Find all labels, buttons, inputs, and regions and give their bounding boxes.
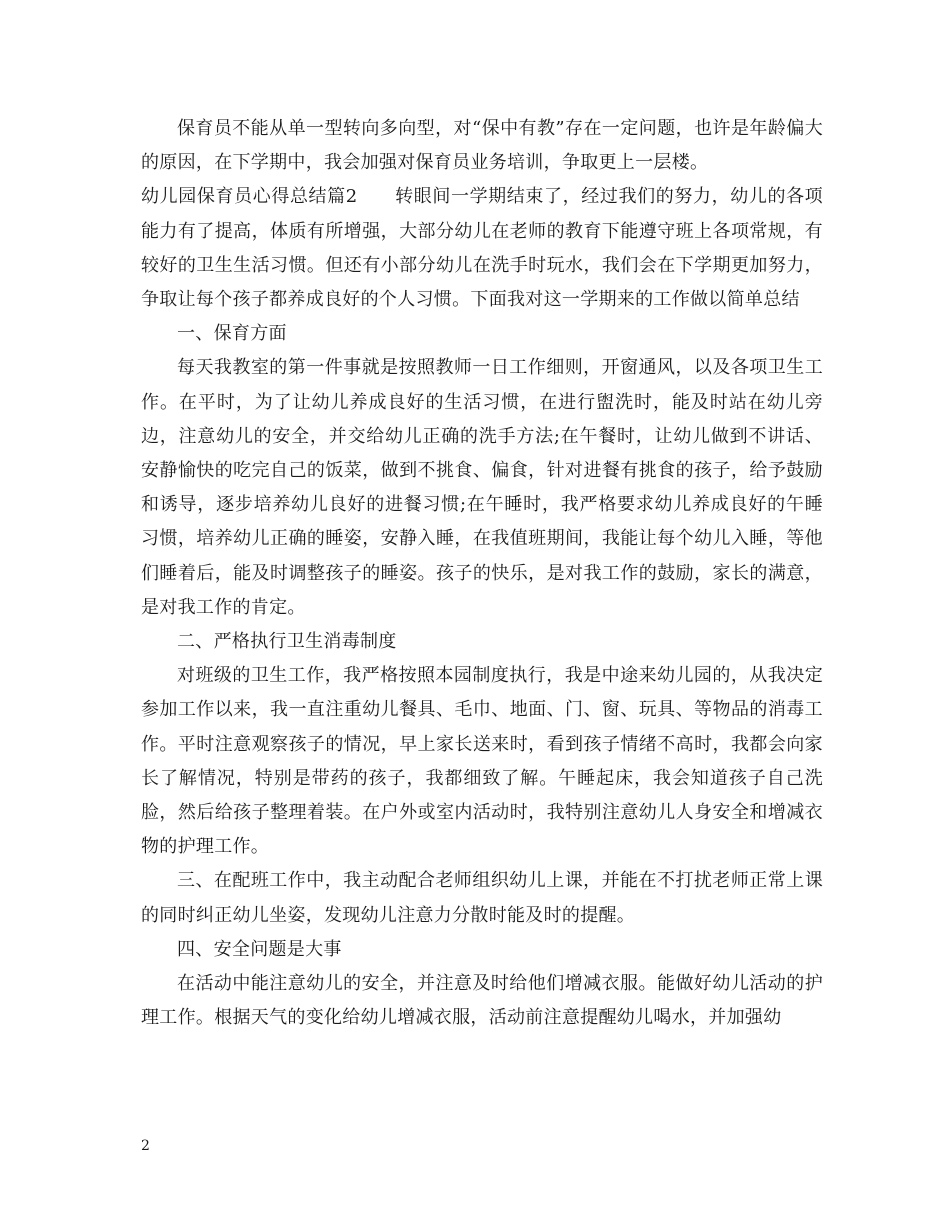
paragraph: 对班级的卫生工作，我严格按照本园制度执行，我是中途来幼儿园的，从我决定参加工作以来，我一直注重幼儿餐具、毛巾、地面、门、窗、玩具、等物品的消毒工作。平时注意观察孩子的情况，早上家长送来时，看到孩子情绪不高时，我都会向家长了解情况，特别是带药的孩子，我都细致了解。午睡起床，我会知道孩子自己洗脸，然后给孩子整理着装。在户外或室内活动时，我特别注意幼儿人身安全和增减衣物的护理工作。 xyxy=(141,665,823,858)
paragraph: 在活动中能注意幼儿的安全，并注意及时给他们增减衣服。能做好幼儿活动的护理工作。根据天气的变化给幼儿增减衣服，活动前注意提醒幼儿喝水，并加强幼 xyxy=(141,973,823,1029)
text-body xyxy=(141,112,823,1035)
section-heading-class-assist: 三、在配班工作中，我主动配合老师组织幼儿上课，并能在不打扰老师正常上课的同时纠正幼儿坐姿，发现幼儿注意力分散时能及时的提醒。 xyxy=(141,870,823,926)
paragraph: 保育员不能从单一型转向多向型，对“保中有教”存在一定问题，也许是年龄偏大的原因，在下学期中，我会加强对保育员业务培训，争取更上一层楼。 xyxy=(141,118,823,174)
paragraph-article-2-intro: 幼儿园保育员心得总结篇2 转眼间一学期结束了，经过我们的努力，幼儿的各项能力有了提高，体质有所增强，大部分幼儿在老师的教育下能遵守班上各项常规，有较好的卫生生活习惯。但还有小部分幼儿在洗手时玩水，我们会在下学期更加努力，争取让每个孩子都养成良好的个人习惯。下面我对这一学期来的工作做以简单总结 xyxy=(141,186,823,311)
section-heading-safety: 四、安全问题是大事 xyxy=(177,938,342,960)
section-heading-hygiene: 二、严格执行卫生消毒制度 xyxy=(177,631,397,653)
paragraph: 每天我教室的第一件事就是按照教师一日工作细则，开窗通风，以及各项卫生工作。在平时，为了让幼儿养成良好的生活习惯，在进行盥洗时，能及时站在幼儿旁边，注意幼儿的安全，并交给幼儿正确的洗手方法;在午餐时，让幼儿做到不讲话、安静愉快的吃完自己的饭菜，做到不挑食、偏食，针对进餐有挑食的孩子，给予鼓励和诱导，逐步培养幼儿良好的进餐习惯;在午睡时，我严格要求幼儿养成良好的午睡习惯，培养幼儿正确的睡姿，安静入睡，在我值班期间，我能让每个幼儿入睡，等他们睡着后，能及时调整孩子的睡姿。孩子的快乐，是对我工作的鼓励，家长的满意，是对我工作的肯定。 xyxy=(141,357,823,618)
page-number: 2 xyxy=(141,1138,150,1154)
section-heading-childcare: 一、保育方面 xyxy=(177,323,287,345)
